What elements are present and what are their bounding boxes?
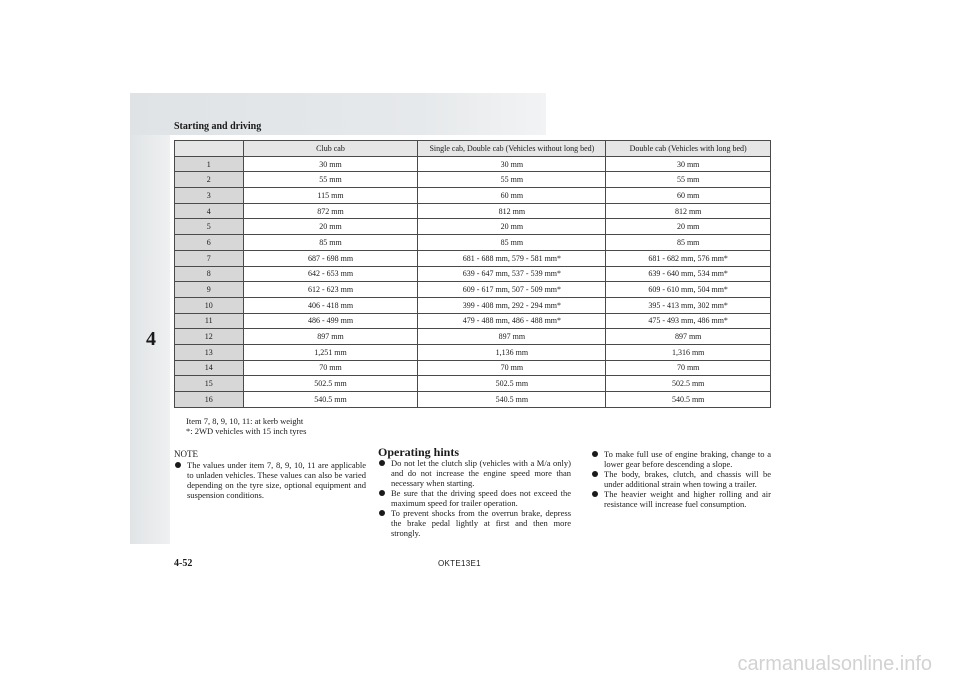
table-cell: 1,316 mm — [606, 344, 771, 360]
table-cell: 812 mm — [606, 203, 771, 219]
table-cell: 395 - 413 mm, 302 mm* — [606, 297, 771, 313]
hint-item: The heavier weight and higher rolling and air resistance will increase fuel consumption. — [591, 489, 771, 509]
hint-item: To prevent shocks from the overrun brake, depress the brake pedal lightly at first and then more strongly. — [378, 508, 571, 538]
table-cell: 540.5 mm — [418, 392, 606, 408]
table-cell: 609 - 610 mm, 504 mm* — [606, 282, 771, 298]
dimensions-table — [174, 140, 771, 408]
table-note: *: 2WD vehicles with 15 inch tyres — [186, 426, 307, 436]
table-row — [175, 282, 771, 298]
chapter-tab-number: 4 — [146, 328, 156, 350]
table-cell: 60 mm — [606, 188, 771, 204]
table-cell: 486 - 499 mm — [243, 313, 418, 329]
watermark: carmanualsonline.info — [737, 653, 932, 675]
table-cell: 502.5 mm — [606, 376, 771, 392]
table-cell: 897 mm — [606, 329, 771, 345]
table-header-cell: Single cab, Double cab (Vehicles without long bed) — [418, 141, 606, 157]
item-number-cell: 3 — [175, 188, 244, 204]
table-notes — [186, 416, 306, 436]
table-cell: 85 mm — [243, 235, 418, 251]
hint-item: Do not let the clutch slip (vehicles with a M/a only) and do not increase the engine speed more than necessary when starting. — [378, 458, 571, 488]
table-cell: 1,251 mm — [243, 344, 418, 360]
item-number-cell: 1 — [175, 156, 244, 172]
table-cell: 479 - 488 mm, 486 - 488 mm* — [418, 313, 606, 329]
item-number-cell: 6 — [175, 235, 244, 251]
table-cell: 20 mm — [418, 219, 606, 235]
hints-continued-section — [591, 449, 771, 509]
table-cell: 609 - 617 mm, 507 - 509 mm* — [418, 282, 606, 298]
table-cell: 897 mm — [418, 329, 606, 345]
note-section — [174, 449, 366, 500]
bullet-icon — [379, 490, 385, 496]
bullet-icon — [592, 471, 598, 477]
hint-item: Be sure that the driving speed does not exceed the maximum speed for trailer operation. — [378, 488, 571, 508]
table-header-cell: Double cab (Vehicles with long bed) — [606, 141, 771, 157]
table-note: Item 7, 8, 9, 10, 11: at kerb weight — [186, 416, 304, 426]
item-number-cell: 14 — [175, 360, 244, 376]
table-cell: 639 - 647 mm, 537 - 539 mm* — [418, 266, 606, 282]
table-cell: 639 - 640 mm, 534 mm* — [606, 266, 771, 282]
table-cell: 642 - 653 mm — [243, 266, 418, 282]
table-row — [175, 297, 771, 313]
table-row — [175, 172, 771, 188]
table-cell: 872 mm — [243, 203, 418, 219]
table-row — [175, 329, 771, 345]
table-header-row — [175, 141, 771, 157]
item-number-cell: 10 — [175, 297, 244, 313]
table-row — [175, 219, 771, 235]
table-cell: 30 mm — [243, 156, 418, 172]
bullet-icon — [175, 462, 181, 468]
bullet-icon — [379, 510, 385, 516]
hint-item: To make full use of engine braking, change to a lower gear before descending a slope. — [591, 449, 771, 469]
bullet-icon — [592, 451, 598, 457]
table-cell: 60 mm — [418, 188, 606, 204]
table-cell: 612 - 623 mm — [243, 282, 418, 298]
hint-item: The body, brakes, clutch, and chassis will be under additional strain when towing a trailer. — [591, 469, 771, 489]
bullet-icon — [592, 491, 598, 497]
table-cell: 20 mm — [606, 219, 771, 235]
table-cell: 70 mm — [243, 360, 418, 376]
item-number-cell: 13 — [175, 344, 244, 360]
table-cell: 475 - 493 mm, 486 mm* — [606, 313, 771, 329]
table-header-cell: Club cab — [243, 141, 418, 157]
note-title: NOTE — [174, 449, 198, 459]
page-number: 4-52 — [174, 558, 193, 569]
table-cell: 55 mm — [243, 172, 418, 188]
section-title: Starting and driving — [174, 121, 262, 132]
table-cell: 30 mm — [606, 156, 771, 172]
item-number-cell: 4 — [175, 203, 244, 219]
item-number-cell: 8 — [175, 266, 244, 282]
table-cell: 85 mm — [606, 235, 771, 251]
table-cell: 115 mm — [243, 188, 418, 204]
operating-hints-section — [378, 447, 571, 538]
item-number-cell: 2 — [175, 172, 244, 188]
table-cell: 681 - 682 mm, 576 mm* — [606, 250, 771, 266]
table-cell: 502.5 mm — [418, 376, 606, 392]
table-row — [175, 344, 771, 360]
item-number-cell: 5 — [175, 219, 244, 235]
item-number-cell: 16 — [175, 392, 244, 408]
table-cell: 70 mm — [606, 360, 771, 376]
table-row — [175, 376, 771, 392]
item-number-cell: 15 — [175, 376, 244, 392]
table-row — [175, 156, 771, 172]
operating-hints-title: Operating hints — [378, 445, 460, 459]
table-cell: 540.5 mm — [606, 392, 771, 408]
item-number-cell: 12 — [175, 329, 244, 345]
table-cell: 20 mm — [243, 219, 418, 235]
table-row — [175, 313, 771, 329]
table-cell: 681 - 688 mm, 579 - 581 mm* — [418, 250, 606, 266]
table-cell: 406 - 418 mm — [243, 297, 418, 313]
table-row — [175, 360, 771, 376]
table-cell: 897 mm — [243, 329, 418, 345]
table-cell: 502.5 mm — [243, 376, 418, 392]
note-item: The values under item 7, 8, 9, 10, 11 are applicable to unladen vehicles. These values can also be varied depending on the tyre size, optional equipment and suspension conditions. — [174, 460, 366, 500]
bullet-icon — [379, 460, 385, 466]
table-cell: 85 mm — [418, 235, 606, 251]
table-row — [175, 203, 771, 219]
table-cell: 55 mm — [418, 172, 606, 188]
table-cell: 55 mm — [606, 172, 771, 188]
table-cell: 70 mm — [418, 360, 606, 376]
table-row — [175, 250, 771, 266]
table-cell: 30 mm — [418, 156, 606, 172]
item-number-cell: 9 — [175, 282, 244, 298]
table-row — [175, 266, 771, 282]
table-cell: 540.5 mm — [243, 392, 418, 408]
table-cell: 1,136 mm — [418, 344, 606, 360]
table-row — [175, 188, 771, 204]
table-cell: 399 - 408 mm, 292 - 294 mm* — [418, 297, 606, 313]
table-row — [175, 235, 771, 251]
table-header-cell — [175, 141, 244, 157]
item-number-cell: 11 — [175, 313, 244, 329]
table-cell: 687 - 698 mm — [243, 250, 418, 266]
item-number-cell: 7 — [175, 250, 244, 266]
document-code: OKTE13E1 — [438, 559, 481, 568]
table-cell: 812 mm — [418, 203, 606, 219]
table-row — [175, 392, 771, 408]
